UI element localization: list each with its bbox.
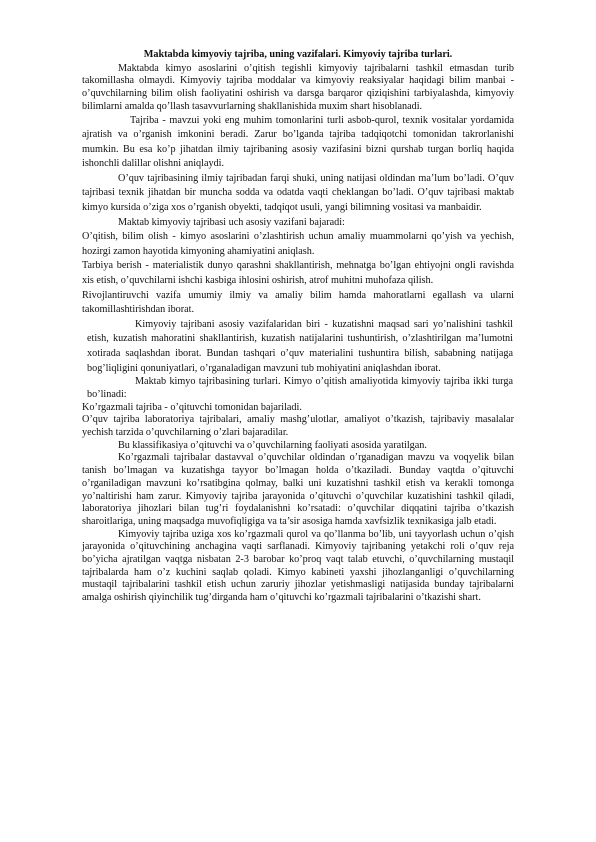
paragraph-intro: Maktabda kimyo asoslarini o’qitish tegishli kimyoviy tajribalarni tashkil etmasdan turib takomillasha olmaydi. Kimyoviy tajriba moddalar va kimyoviy reaksiyalar haqidagi bilim manbai - o’quvchilarning bilim olish faoliyatini oshirish va darsga barqaror qiziqishini tarbiyalashda, kimyoviy bilimlarni amalda qo’llash tasavvurlarning shakllanishida muxim shart hisoblanadi. [82, 62, 514, 112]
paragraph-task-tarbiya: Tarbiya berish - materialistik dunyo qarashni shakllantirish, mehnatga bo’lgan ehtiyojni ongli ravishda xis etish, o’quvchilarni ishchi kasbiga ihlosini oshirish, atrof muhitni muhofaza qilish. [82, 260, 514, 287]
paragraph-task-rivojlantiruvchi: Rivojlantiruvchi vazifa umumiy ilmiy va amaliy bilim hamda mahoratlarni egallash va ularni takomillashtirishdan iborat. [82, 289, 514, 316]
paragraph-type-korgazmali: Ko’rgazmali tajriba - o’qituvchi tomonidan bajariladi. [82, 401, 302, 413]
paragraph-type-oquv: O’quv tajriba laboratoriya tajribalari, amaliy mashg’ulotlar, amaliyot o’tkazish, tajribaviy masalalar yechish tarzida o’quvchilarning o’zlari bajaradilar. [82, 414, 514, 439]
paragraph-oquv-tajriba: O’quv tajribasining ilmiy tajribadan farqi shuki, uning natijasi oldindan ma’lum bo’ladi. O’quv tajribasi texnik jihatdan bir muncha sodda va odatda vaqti cheklangan bo’ladi. O’quv tajribasi maktab kimyo kursida o’ziga xos o’rganish obyekti, tadqiqot usuli, yangi bilimning vositasi va manbaidir. [82, 172, 514, 214]
paragraph-classification: Bu klassifikasiya o’qituvchi va o’quvchilarning faoliyati asosida yaratilgan. [118, 439, 427, 451]
paragraph-conclusion: Kimyoviy tajriba uziga xos ko’rgazmali qurol va qo’llanma bo’lib, uni tayyorlash uchun o’qish jarayonida o’qituvchining anchagina vaqti sarflanadi. Kimyoviy tajribaning yetakchi roli o’quv reja bo’yicha ajratilgan vaqtga nisbatan 2-3 barobar ko’proq vaqt talab etuvchi, o’quvchilarning mustaqil tajribalarda ham o’z kuchini saqlab qoladi. Kimyo kabineti yaxshi jihozlanganligi o’quvchilarning mustaqil tajribalarini tashkil etish uchun zaruriy jihozlar yetishmasligi natijasida bunday tajribalarni amalga oshirish qiyinchilik tug’dirganda ham o’qituvchi ko’rgazmali tajribalarini o’tkazishi shart. [82, 528, 514, 604]
paragraph-types-heading: Maktab kimyo tajribasining turlari. Kimyo o’qitish amaliyotida kimyoviy tajriba ikki turga bo’linadi: [87, 376, 513, 400]
paragraph-main-task: Kimyoviy tajribani asosiy vazifalaridan biri - kuzatishni maqsad sari yo’nalishini tashkil etish, kuzatish mahoratini shakllantirish, kuzatish natijalarini tushuntirish, o’zlashtirilgan ma’lumotni xotirada saqlashdan iborat. Bundan tashqari o’quv materialini tushuntira bilish, sababning natijaga bog’liqligini qonuniyatlari, o’rganaladigan mavzuni tub mohiyatini aniqlashdan iborat. [87, 318, 513, 374]
document-page [82, 49, 514, 605]
paragraph-tajriba: Tajriba - mavzui yoki eng muhim tomonlarini turli asbob-qurol, texnik vositalar yordamida ajratish va o’rganish imkonini beradi. Zarur bo’lganda tajriba tadqiqotchi tomonidan takrorlanishi mumkin. Bu esa ko’p jihatdan ilmiy tajribaning asosiy vazifasini bizni qurshab turgan borliq haqida ishonchli dalillar olishni aniqlaydi. [82, 114, 514, 170]
paragraph-korgazmali-details: Ko’rgazmali tajribalar dastavval o’quvchilar oldindan o’rganadigan mavzu va voqyelik bilan tanish bo’lmagan va kuzatishga tayyor bo’lmagan holda o’tkaziladi. Bunday vaqtda o’qituvchi o’rganiladigan mavzuni ko’rsatibgina qolmay, balki uni kuzatishni tashkil etish va kerakli tomonga yo’naltirishi ham zarur. Kimyoviy tajriba jarayonida o’qituvchi o’quvchilar kuzatishini tashkil qiladi, laboratoriya jihozlari bilan tug’ri foydalanishni ko’rsatadi: o’quvchilar diqqatini tajriba o’tkazish sharoitlariga, uning maqsadga muvofiqligiga va ta’sir asosiga hamda xavfsizlik texnikasiga jalb etadi. [82, 452, 514, 527]
document-title: Maktabda kimyoviy tajriba, uning vazifalari. Kimyoviy tajriba turlari. [143, 49, 453, 60]
paragraph-three-tasks: Maktab kimyoviy tajribasi uch asosiy vazifani bajaradi: [118, 216, 345, 228]
paragraph-task-oqitish: O’qitish, bilim olish - kimyo asoslarini o’zlashtirish uchun amaliy muammolarni qo’yish va yechish, hozirgi zamon hayotida kimyoning ahamiyatini aniqlash. [82, 231, 514, 257]
